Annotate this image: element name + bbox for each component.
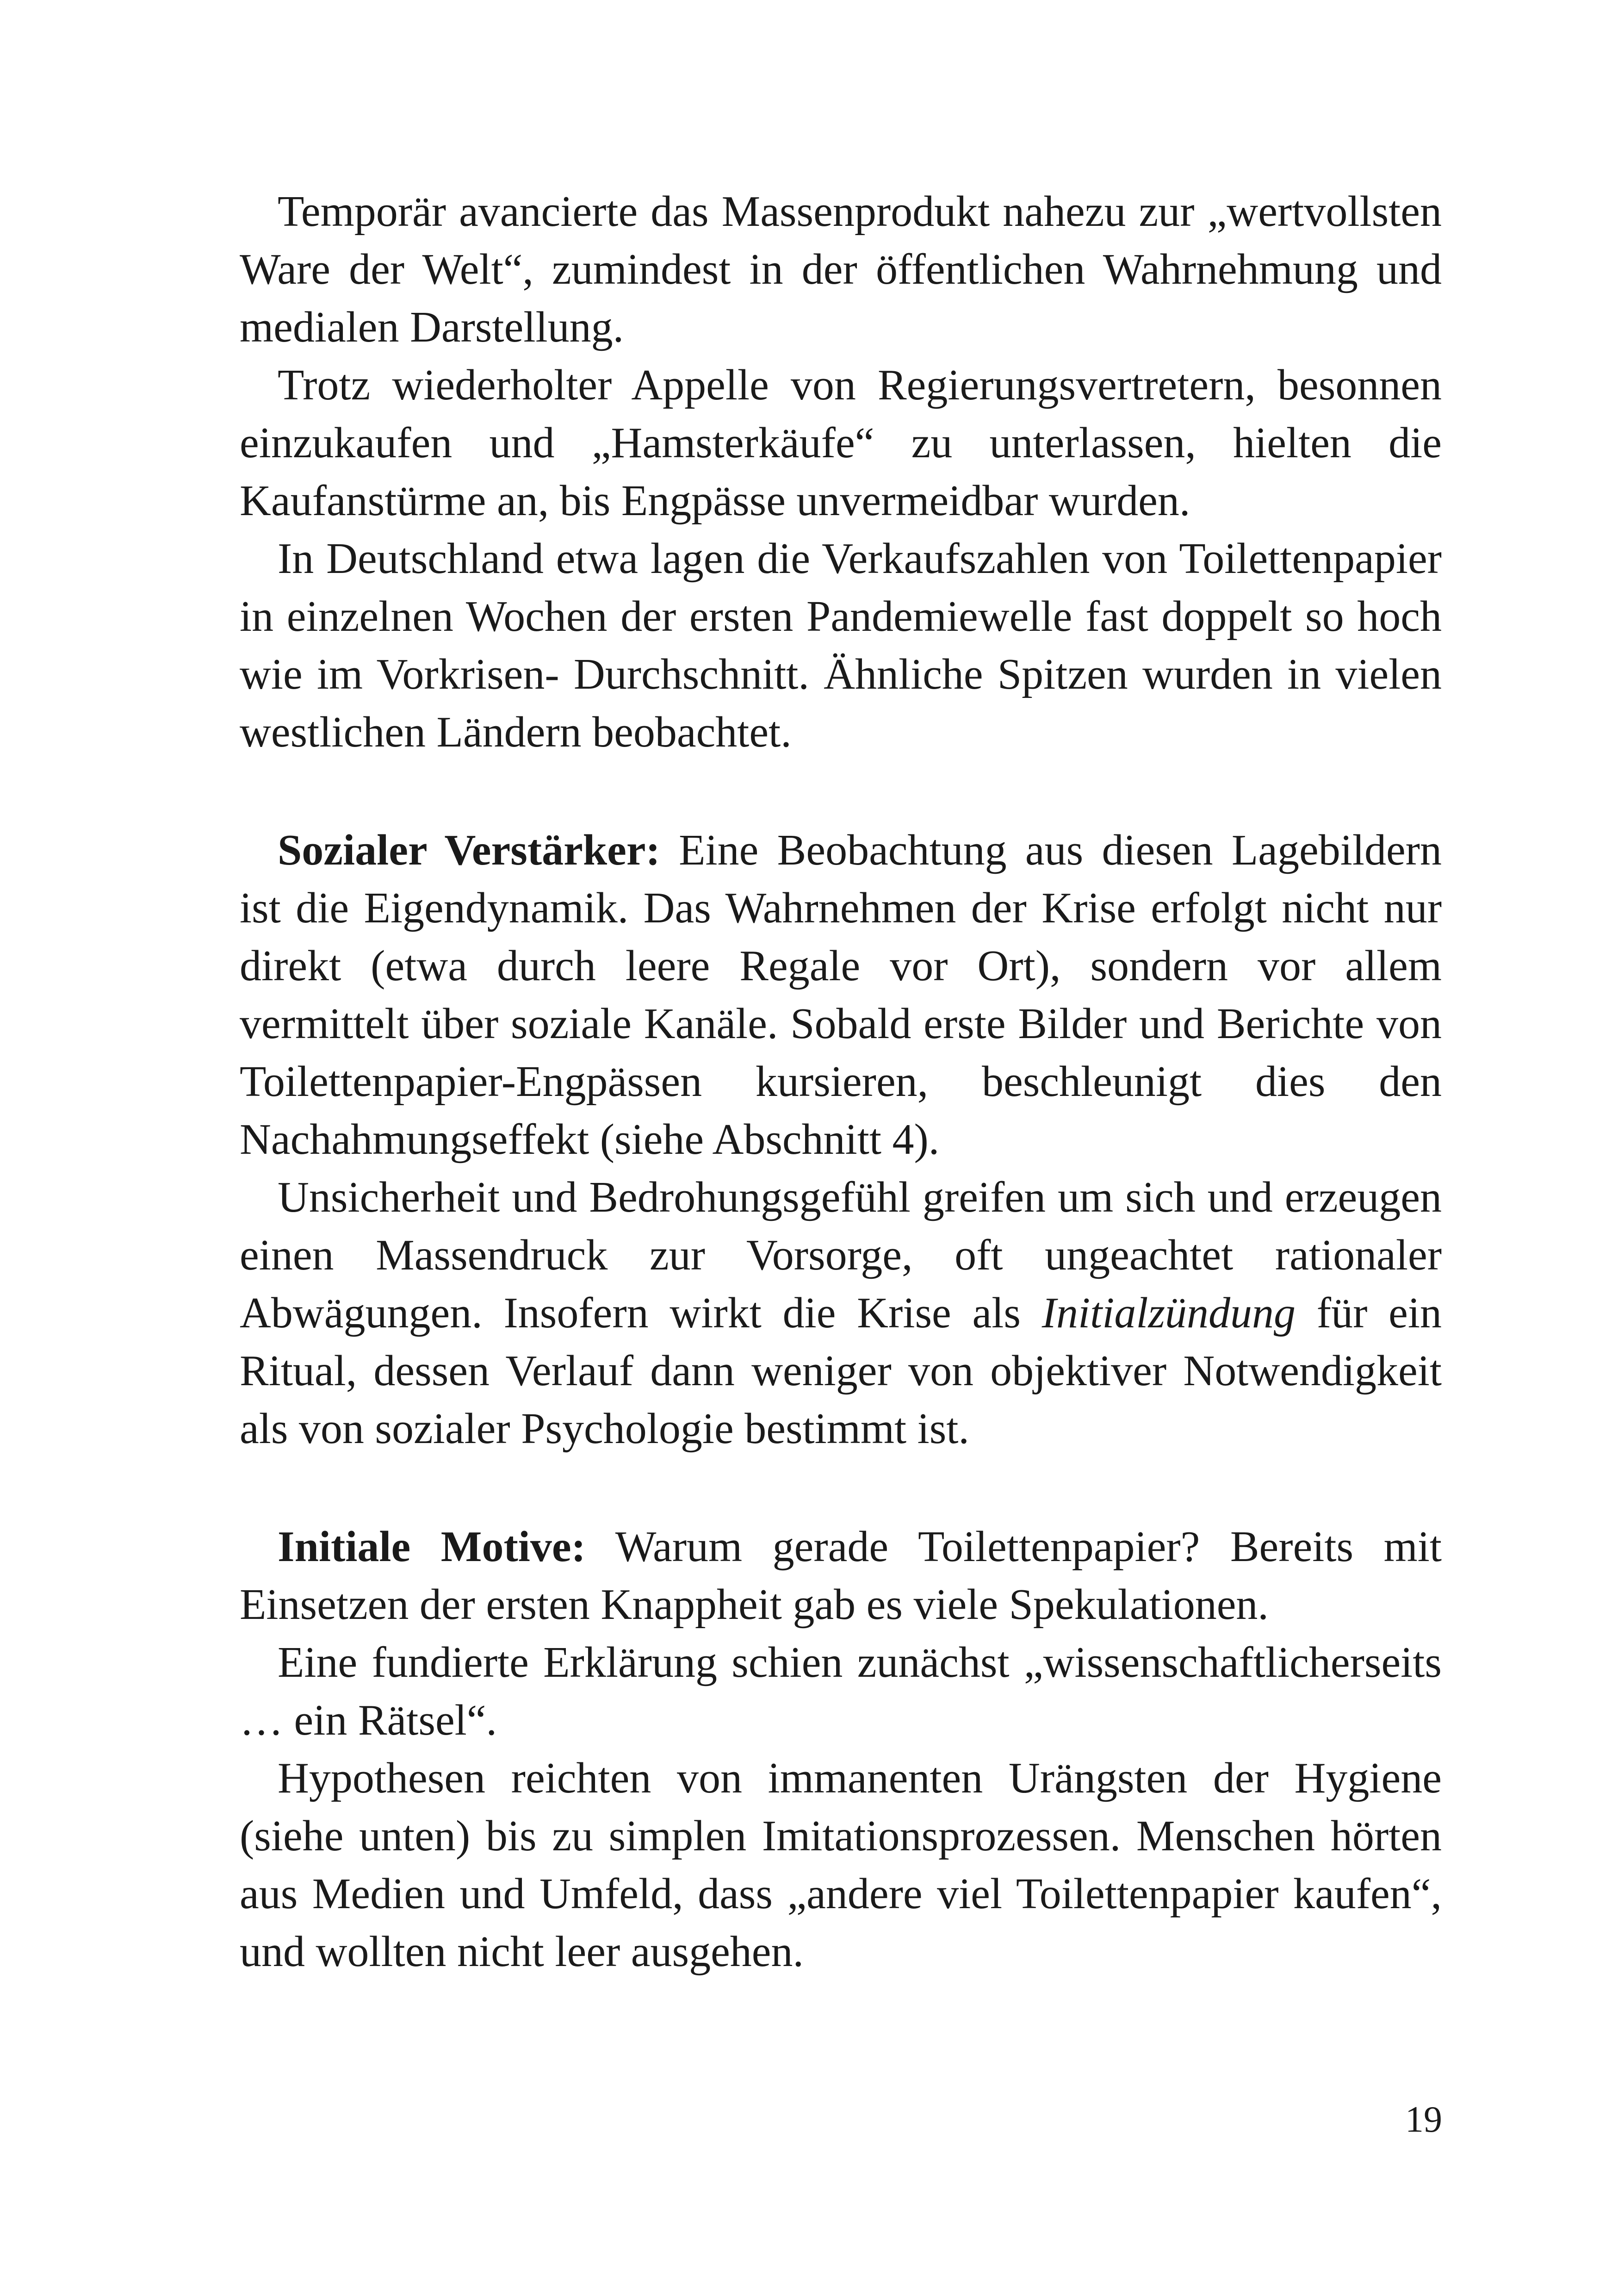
section-spacer: [240, 761, 1442, 821]
paragraph: Temporär avancierte das Massenprodukt nahezu zur „wertvollsten Ware der Welt“, zumindest in der öffentlichen Wahrnehmung und medialen Darstellung.: [240, 187, 1442, 351]
paragraph: Trotz wiederholter Appelle von Regierungsvertretern, besonnen einzukaufen und „Hamsterkäufe“ zu unterlassen, hielten die Kaufanstürme an, bis Engpässe unvermeidbar wurden.: [240, 361, 1442, 525]
paragraph: Eine fundierte Erklärung schien zunächst „wissenschaftlicherseits … ein Rätsel“.: [240, 1638, 1442, 1744]
paragraph: In Deutschland etwa lagen die Verkaufszahlen von Toilettenpapier in einzelnen Wochen der ersten Pandemiewelle fast doppelt so hoch wie im Vorkrisen- Durchschnitt. Ähnliche Spitzen wurden in vielen westlichen Ländern beobachtet.: [240, 535, 1442, 756]
section-lead: Sozialer Verstärker:: [278, 826, 660, 874]
body-text: [240, 183, 1442, 1981]
page-number: 19: [1405, 2099, 1442, 2140]
paragraph: Hypothesen reichten von immanenten Urängsten der Hygiene (siehe unten) bis zu simplen Imitationsprozessen. Menschen hörten aus Medien und Umfeld, dass „andere viel Toilettenpapier kaufen“, und wollten nicht leer ausgehen.: [240, 1754, 1442, 1976]
section-spacer: [240, 1458, 1442, 1518]
paragraph-text: Unsicherheit und Bedrohungsgefühl greifen um sich und erzeugen einen Massendruck zur Vorsorge, oft ungeachtet rationaler Abwägungen. Insofern wirkt die Krise als: [240, 1173, 1442, 1337]
paragraph-text: Warum gerade Toilettenpapier? Bereits mit Einsetzen der ersten Knappheit gab es viele Spekulationen.: [240, 1523, 1442, 1629]
paragraph-with-lead: [240, 1518, 1442, 1634]
paragraph-with-lead: [240, 821, 1442, 1169]
paragraph: [240, 1169, 1442, 1458]
emphasized-term: Initialzündung: [1041, 1289, 1296, 1337]
paragraph-text: Eine Beobachtung aus diesen Lagebildern ist die Eigendynamik. Das Wahrnehmen der Krise erfolgt nicht nur direkt (etwa durch leere Regale vor Ort), sondern vor allem vermittelt über soziale Kanäle. Sobald erste Bilder und Berichte von Toilettenpapier-Engpässen kursieren, beschleunigt dies den Nachahmungseffekt (siehe Abschnitt 4).: [240, 826, 1442, 1164]
paragraph-text: für ein Ritual, dessen Verlauf dann weniger von objektiver Notwendigkeit als von sozialer Psychologie bestimmt ist.: [240, 1289, 1442, 1453]
section-lead: Initiale Motive:: [278, 1523, 586, 1571]
